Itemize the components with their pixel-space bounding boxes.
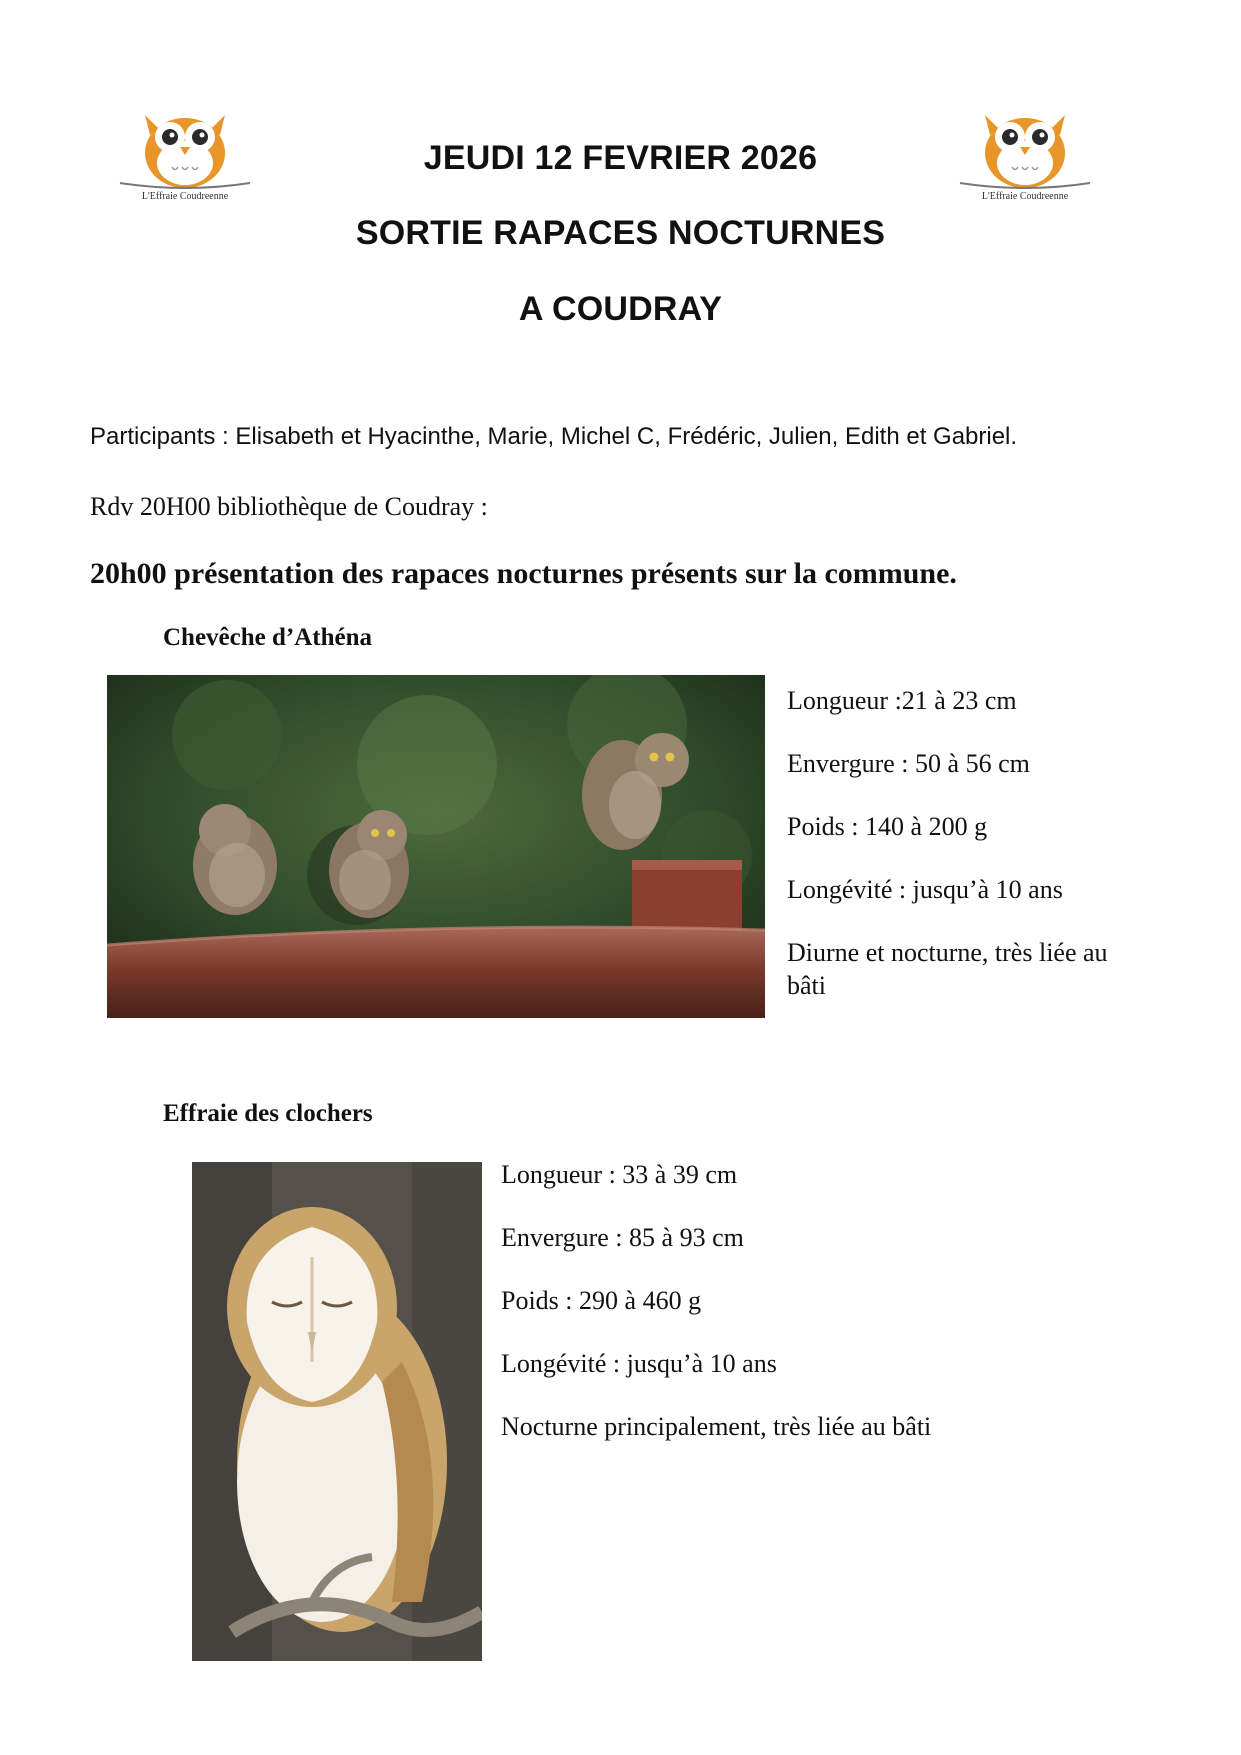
- species-name-effraie: Effraie des clochers: [163, 1100, 373, 1127]
- species-name-cheveche: Chevêche d’Athéna: [163, 624, 373, 651]
- logo-caption: L'Effraie Coudreenne: [981, 191, 1069, 202]
- fact-wingspan: Envergure : 50 à 56 cm: [787, 749, 1030, 778]
- cheveche-facts: [787, 684, 1127, 1032]
- fact-habits: Diurne et nocturne, très liée au bâti: [787, 938, 1108, 1000]
- fact-longevity: Longévité : jusqu’à 10 ans: [787, 875, 1063, 904]
- fact-wingspan: Envergure : 85 à 93 cm: [501, 1223, 744, 1252]
- page-title-date: JEUDI 12 FEVRIER 2026: [423, 139, 818, 177]
- fact-length: Longueur :21 à 23 cm: [787, 686, 1017, 715]
- little-owls-image: [107, 675, 765, 1018]
- participants-text: Participants : Elisabeth et Hyacinthe, Marie, Michel C, Frédéric, Julien, Edith et Gabriel.: [90, 423, 1018, 450]
- rendezvous-text: Rdv 20H00 bibliothèque de Coudray :: [90, 492, 488, 521]
- effraie-photo: [192, 1162, 482, 1661]
- barn-owl-image: [192, 1162, 482, 1661]
- cheveche-photo: [107, 675, 765, 1018]
- page-title-event: SORTIE RAPACES NOCTURNES: [355, 214, 886, 252]
- logo-caption: L'Effraie Coudreenne: [141, 191, 229, 202]
- fact-weight: Poids : 290 à 460 g: [501, 1286, 702, 1315]
- effraie-facts: [501, 1158, 1061, 1473]
- fact-habits: Nocturne principalement, très liée au bâti: [501, 1412, 932, 1441]
- fact-length: Longueur : 33 à 39 cm: [501, 1160, 738, 1189]
- page-title-place: A COUDRAY: [518, 290, 723, 328]
- fact-longevity: Longévité : jusqu’à 10 ans: [501, 1349, 777, 1378]
- presentation-heading: 20h00 présentation des rapaces nocturnes présents sur la commune.: [90, 557, 957, 590]
- fact-weight: Poids : 140 à 200 g: [787, 812, 988, 841]
